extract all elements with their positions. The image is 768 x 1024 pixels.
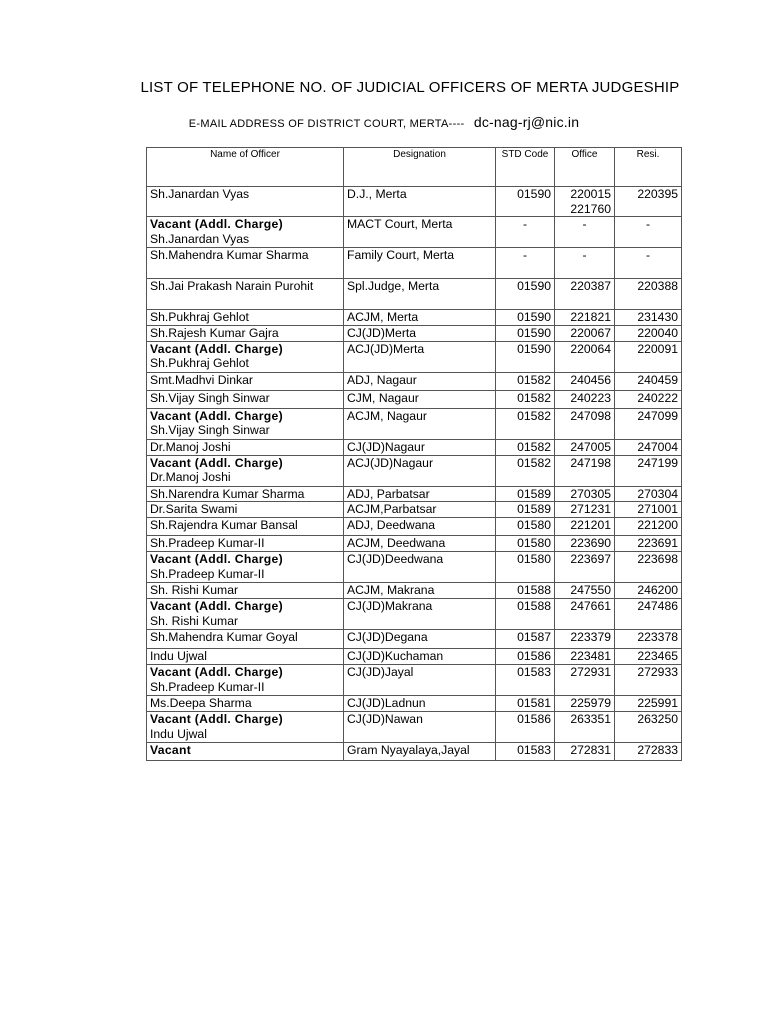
resi-cell: 220040 [615, 325, 682, 341]
resi-cell: 240222 [615, 390, 682, 408]
officer-name-cell [147, 598, 344, 629]
office-cell: 247098 [555, 408, 615, 439]
designation-cell: ACJM, Merta [344, 310, 496, 326]
officer-name: Sh.Rajesh Kumar Gajra [150, 325, 279, 340]
office-cell: 240223 [555, 390, 615, 408]
officers-table [146, 147, 682, 761]
std-cell: 01582 [496, 439, 555, 455]
resi-cell: 271001 [615, 502, 682, 518]
officer-name-cell [147, 583, 344, 599]
resi-cell: 223698 [615, 552, 682, 583]
officer-name-cell [147, 390, 344, 408]
resi-cell: 247004 [615, 439, 682, 455]
designation-cell: ACJ(JD)Nagaur [344, 455, 496, 486]
std-cell: - [496, 248, 555, 279]
std-cell: 01580 [496, 552, 555, 583]
header-name: Name of Officer [147, 148, 344, 187]
designation-cell: ACJ(JD)Merta [344, 341, 496, 372]
table-row [147, 648, 682, 664]
std-cell: - [496, 217, 555, 248]
officer-name-cell [147, 742, 344, 760]
vacant-label: Vacant (Addl. Charge) [150, 711, 283, 726]
table-row [147, 695, 682, 711]
officer-name: Sh. Rishi Kumar [150, 583, 239, 598]
table-row [147, 536, 682, 552]
table-row [147, 502, 682, 518]
designation-cell: CJ(JD)Makrana [344, 598, 496, 629]
officer-name-cell [147, 372, 344, 390]
std-cell: 01582 [496, 455, 555, 486]
email-address: dc-nag-rj@nic.in [473, 114, 580, 130]
resi-cell: 247486 [615, 598, 682, 629]
vacant-label: Vacant (Addl. Charge) [150, 408, 283, 423]
resi-cell: - [615, 217, 682, 248]
office-cell: 223379 [555, 629, 615, 648]
resi-cell: 272933 [615, 664, 682, 695]
table-row [147, 390, 682, 408]
std-cell: 01590 [496, 310, 555, 326]
officer-name-cell [147, 486, 344, 502]
resi-cell: 247099 [615, 408, 682, 439]
officer-name: Sh.Rajendra Kumar Bansal [150, 518, 298, 533]
officer-name: Sh.Mahendra Kumar Sharma [150, 248, 309, 263]
officer-name-cell [147, 325, 344, 341]
officer-name: Sh.Vijay Singh Sinwar [150, 390, 270, 405]
officer-name: Dr.Sarita Swami [150, 502, 238, 517]
table-row [147, 408, 682, 439]
officer-name-cell [147, 518, 344, 536]
officer-name-cell [147, 536, 344, 552]
resi-cell: 263250 [615, 711, 682, 742]
vacant-label: Vacant (Addl. Charge) [150, 664, 283, 679]
officer-name-cell [147, 341, 344, 372]
office-cell: 263351 [555, 711, 615, 742]
std-cell: 01590 [496, 187, 555, 217]
table-row [147, 455, 682, 486]
officer-name-cell [147, 455, 344, 486]
resi-cell: - [615, 248, 682, 279]
designation-cell: CJ(JD)Jayal [344, 664, 496, 695]
officer-name-cell [147, 310, 344, 326]
office-cell: 223481 [555, 648, 615, 664]
office-cell: 220064 [555, 341, 615, 372]
office-cell: - [555, 217, 615, 248]
resi-cell: 223465 [615, 648, 682, 664]
std-cell: 01580 [496, 518, 555, 536]
table-row [147, 279, 682, 310]
designation-cell: ACJM, Makrana [344, 583, 496, 599]
officer-name: Dr.Manoj Joshi [150, 470, 231, 485]
designation-cell: Spl.Judge, Merta [344, 279, 496, 310]
designation-cell: MACT Court, Merta [344, 217, 496, 248]
office-cell: 240456 [555, 372, 615, 390]
office-cell: - [555, 248, 615, 279]
email-label: E-MAIL ADDRESS OF DISTRICT COURT, MERTA---- [188, 118, 465, 130]
officer-name: Sh.Pukhraj Gehlot [150, 356, 249, 371]
std-cell: 01590 [496, 325, 555, 341]
table-row [147, 711, 682, 742]
resi-cell: 220091 [615, 341, 682, 372]
table-row [147, 248, 682, 279]
table-row [147, 439, 682, 455]
std-cell: 01588 [496, 598, 555, 629]
resi-cell: 240459 [615, 372, 682, 390]
office-cell: 220067 [555, 325, 615, 341]
table-row [147, 518, 682, 536]
designation-cell: ACJM, Nagaur [344, 408, 496, 439]
std-cell: 01587 [496, 629, 555, 648]
std-cell: 01590 [496, 279, 555, 310]
std-cell: 01586 [496, 648, 555, 664]
officer-name: Sh.Pradeep Kumar-II [150, 679, 265, 694]
officer-name-cell [147, 279, 344, 310]
table-row [147, 598, 682, 629]
office-cell: 271231 [555, 502, 615, 518]
vacant-label: Vacant (Addl. Charge) [150, 217, 283, 232]
header-resi: Resi. [615, 148, 682, 187]
office-cell: 247550 [555, 583, 615, 599]
designation-cell: CJ(JD)Nagaur [344, 439, 496, 455]
vacant-label: Vacant (Addl. Charge) [150, 455, 283, 470]
officer-name: Indu Ujwal [150, 648, 207, 663]
table-header-row [147, 148, 682, 187]
office-cell: 223690 [555, 536, 615, 552]
resi-cell: 231430 [615, 310, 682, 326]
office-cell: 225979 [555, 695, 615, 711]
resi-cell: 220388 [615, 279, 682, 310]
header-office: Office [555, 148, 615, 187]
designation-cell: CJ(JD)Nawan [344, 711, 496, 742]
officer-name-cell [147, 217, 344, 248]
table-row [147, 187, 682, 217]
designation-cell: ACJM, Deedwana [344, 536, 496, 552]
std-cell: 01588 [496, 583, 555, 599]
resi-cell: 220395 [615, 187, 682, 217]
officer-name: Sh.Pradeep Kumar-II [150, 536, 265, 551]
officer-name: Sh.Pradeep Kumar-II [150, 566, 265, 581]
officer-name-cell [147, 552, 344, 583]
designation-cell: CJM, Nagaur [344, 390, 496, 408]
designation-cell: Family Court, Merta [344, 248, 496, 279]
table-row [147, 486, 682, 502]
office-cell: 247198 [555, 455, 615, 486]
resi-cell: 225991 [615, 695, 682, 711]
designation-cell: D.J., Merta [344, 187, 496, 217]
std-cell: 01590 [496, 341, 555, 372]
officer-name: Sh.Jai Prakash Narain Purohit [150, 279, 314, 294]
designation-cell: CJ(JD)Kuchaman [344, 648, 496, 664]
std-cell: 01589 [496, 502, 555, 518]
officer-name: Sh.Vijay Singh Sinwar [150, 423, 270, 438]
table-row [147, 310, 682, 326]
designation-cell: CJ(JD)Degana [344, 629, 496, 648]
resi-cell: 223691 [615, 536, 682, 552]
table-row [147, 341, 682, 372]
officer-name-cell [147, 695, 344, 711]
resi-cell: 247199 [615, 455, 682, 486]
officer-name: Sh.Janardan Vyas [150, 187, 250, 201]
office-cell: 247005 [555, 439, 615, 455]
table-row [147, 664, 682, 695]
std-cell: 01589 [496, 486, 555, 502]
vacant-label: Vacant (Addl. Charge) [150, 341, 283, 356]
std-cell: 01582 [496, 408, 555, 439]
header-designation: Designation [344, 148, 496, 187]
officer-name-cell [147, 502, 344, 518]
resi-cell: 270304 [615, 486, 682, 502]
officer-name-cell [147, 439, 344, 455]
vacant-label: Vacant (Addl. Charge) [150, 598, 283, 613]
resi-cell: 246200 [615, 583, 682, 599]
table-row [147, 325, 682, 341]
office-cell: 220015 221760 [555, 187, 615, 217]
vacant-label: Vacant [150, 742, 192, 757]
officer-name: Ms.Deepa Sharma [150, 695, 252, 710]
office-cell: 270305 [555, 486, 615, 502]
office-cell: 272831 [555, 742, 615, 760]
office-cell: 272931 [555, 664, 615, 695]
officer-name: Sh.Narendra Kumar Sharma [150, 486, 305, 501]
std-cell: 01583 [496, 664, 555, 695]
officer-name: Smt.Madhvi Dinkar [150, 372, 253, 387]
table-body [147, 187, 682, 761]
std-cell: 01581 [496, 695, 555, 711]
officer-name: Sh.Mahendra Kumar Goyal [150, 629, 298, 644]
officer-name: Sh.Pukhraj Gehlot [150, 310, 249, 325]
std-cell: 01586 [496, 711, 555, 742]
table-row [147, 372, 682, 390]
email-line [0, 114, 768, 130]
header-std: STD Code [496, 148, 555, 187]
designation-cell: ACJM,Parbatsar [344, 502, 496, 518]
office-cell: 247661 [555, 598, 615, 629]
table-row [147, 217, 682, 248]
std-cell: 01583 [496, 742, 555, 760]
std-cell: 01582 [496, 390, 555, 408]
std-cell: 01580 [496, 536, 555, 552]
officer-name: Sh. Rishi Kumar [150, 613, 239, 628]
resi-cell: 223378 [615, 629, 682, 648]
std-cell: 01582 [496, 372, 555, 390]
office-cell: 223697 [555, 552, 615, 583]
designation-cell: CJ(JD)Ladnun [344, 695, 496, 711]
designation-cell: CJ(JD)Merta [344, 325, 496, 341]
officer-name-cell [147, 711, 344, 742]
table-row [147, 552, 682, 583]
table-row [147, 629, 682, 648]
designation-cell: CJ(JD)Deedwana [344, 552, 496, 583]
resi-cell: 272833 [615, 742, 682, 760]
officer-name: Sh.Janardan Vyas [150, 231, 250, 246]
vacant-label: Vacant (Addl. Charge) [150, 552, 283, 567]
officer-name-cell [147, 664, 344, 695]
resi-cell: 221200 [615, 518, 682, 536]
office-cell: 221821 [555, 310, 615, 326]
officer-name-cell [147, 648, 344, 664]
officer-name-cell [147, 187, 344, 217]
page-title: LIST OF TELEPHONE NO. OF JUDICIAL OFFICERS OF MERTA JUDGESHIP [140, 79, 680, 96]
officer-name: Indu Ujwal [150, 726, 207, 741]
designation-cell: Gram Nyayalaya,Jayal [344, 742, 496, 760]
office-cell: 220387 [555, 279, 615, 310]
table-row [147, 583, 682, 599]
designation-cell: ADJ, Parbatsar [344, 486, 496, 502]
designation-cell: ADJ, Deedwana [344, 518, 496, 536]
officer-name: Dr.Manoj Joshi [150, 439, 231, 454]
officer-name-cell [147, 629, 344, 648]
officer-name-cell [147, 408, 344, 439]
office-cell: 221201 [555, 518, 615, 536]
officer-name-cell [147, 248, 344, 279]
table-row [147, 742, 682, 760]
designation-cell: ADJ, Nagaur [344, 372, 496, 390]
